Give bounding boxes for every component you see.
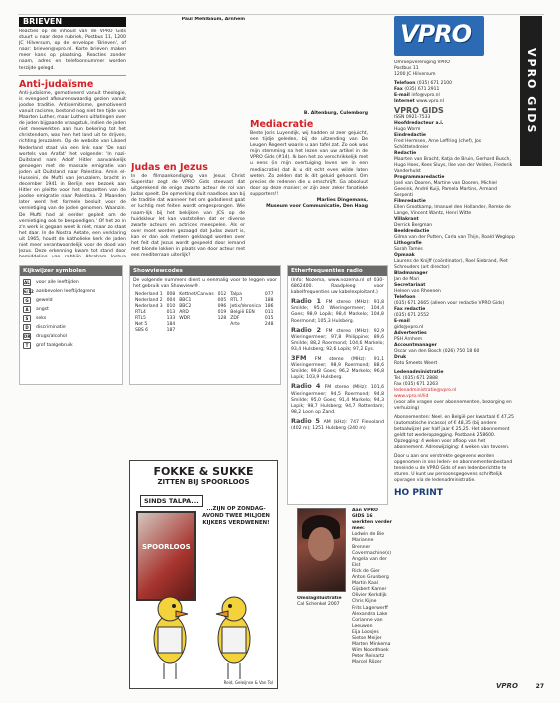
showview-cell (216, 328, 229, 334)
contact-label: Telefoon (394, 81, 418, 86)
staff-role: Telefoon (394, 295, 416, 300)
showview-intro: De volgende nummers dient u eenmalig voor te leggen voor het gebruik van Showview®. (133, 278, 277, 290)
contributors-title: Aan VPRO GIDS 16 werkten verder mee: (352, 508, 392, 532)
kijkwijzer-icon: A (23, 306, 31, 313)
staff-names: Jan de Mari (394, 277, 420, 282)
showview-cell: 096 (217, 304, 227, 310)
letter-judas-cont (250, 17, 368, 111)
ledenadmin-title: Ledenadministratie (394, 370, 444, 375)
cartoon-subtitle: ZITTEN BIJ SPOORLOOS (157, 478, 250, 486)
letter-title-antijudaisme: Anti-judaïsme (19, 78, 94, 90)
kijkwijzer-row (23, 341, 119, 350)
tv-screen-text: SPOORLOOS (142, 543, 191, 551)
showview-row (133, 328, 276, 334)
staff-names: gids@vpro.nl (394, 325, 424, 330)
showview-cell: RTL4 (135, 310, 146, 316)
showview-cell: Talpa (230, 292, 242, 298)
showview-cell: 077 (264, 292, 274, 298)
letter-body-mediacratie: Beste Joris Luyendijk, wij hadden al zeer gejuicht, een tijdje geleden, bij de uitzending van De Leugen Regeert waarin u aan tafel zat. Zo ook was mijn stemming na het lezen van uw artikel in de VPRO Gids (#14). Ik ben het zo verschrikkelijk met u eens (in mijn overtuiging leven we in een mediacratie) dat ik u dit echt even wilde laten weten. Zo zelden dat ik dit geluid gehoord. Om precies de redenen die u omschrijft. Ga absoluut door op deze manier; er zijn zeer zeker fanatieke supporters!! (250, 131, 368, 197)
contributor-name: Angela van der Elst (352, 556, 387, 568)
kijkwijzer-label: grof taalgebruik (36, 343, 73, 348)
ledenadmin-tel: Tel. (035) 671 2888 (394, 376, 438, 381)
ledenadmin-email[interactable]: ledenadministratie@vpro.nl (394, 388, 457, 393)
showview-cell: 005 (217, 298, 227, 304)
staff-role: Bladmanager (394, 271, 428, 276)
photo-caption-title: Omslagillustratie (297, 596, 342, 601)
footer-vpro-logo: VPRO (496, 682, 518, 690)
contact-value[interactable]: (035) 671 2911 (404, 87, 440, 92)
photo-caption-credit: Cal Schenkel 2007 (297, 602, 340, 608)
contributor-name: Gijsbert Kamer (352, 587, 387, 593)
cartoon-title: FOKKE & SUKKE (153, 465, 254, 478)
showview-cell: 128 (217, 316, 227, 322)
colophon-address (394, 60, 516, 78)
letter-title-judas: Judas en Jezus (131, 162, 208, 173)
ether-station (291, 298, 384, 324)
staff-names: Hugo Worm (394, 127, 421, 132)
ether-station-name: Radio 2 (291, 325, 326, 334)
showview-cell: 013 (166, 310, 176, 316)
ether-station (291, 383, 384, 415)
letter-signature-dingemans: Marlies Dingemans, (316, 198, 368, 204)
staff-names: Gilma van der Putten, Carla van Thijn, Roald Weglopp (394, 235, 515, 240)
kijkwijzer-list (20, 276, 122, 352)
ether-station-name: Radio 1 (291, 297, 326, 306)
staff-role: Eindredactie (394, 133, 426, 138)
contact-value[interactable]: www.vpro.nl (416, 99, 444, 104)
contributor-name: Olivier Kerkdijk (352, 593, 387, 599)
kijkwijzer-row (23, 278, 119, 287)
showview-cell: 248 (264, 322, 274, 328)
kijkwijzer-label: voor alle leeftijden (36, 280, 79, 285)
kijkwijzer-label: angst (36, 307, 49, 312)
address-line: 1200 JC Hilversum (394, 72, 436, 77)
ether-station-frequencies: FM stereo (MHz): 92,9 Wieringermeer; 97,8 Philippine; 89,6 Smilde; 88,2 Roermond; 104,6 Markelo; 93,4 Hulsberg; 92,6 Lopik; 97,2 Eys. (291, 328, 384, 352)
contact-label: Internet (394, 99, 417, 104)
contributor-name: Wim Noordhoek (352, 648, 389, 654)
contact-line (394, 99, 516, 105)
showview-cell: 012 (217, 292, 227, 298)
kijkwijzer-icon: G (23, 297, 31, 304)
ether-station (291, 327, 384, 353)
contributor-name: Eija Loosjes (352, 629, 379, 635)
ether-box (287, 265, 388, 505)
showview-table (133, 292, 276, 334)
ledenadmin-note: (voor alle vragen over abonnementen, bezorging en verhuizing) (394, 400, 512, 411)
kijkwijzer-icon: T (23, 342, 31, 349)
contributor-name: Marcel Rözer (352, 660, 382, 666)
kijkwijzer-label: drugs/alcohol (36, 334, 67, 339)
contributor-name: Rick de Gier (352, 568, 380, 574)
staff-names: Fred Hermsen, Arne Leffring (chef), Jos Schöttelndreier (394, 139, 482, 150)
showview-cell: België EEN (230, 310, 255, 316)
contributor-name: Anton Grunberg (352, 575, 389, 581)
staff-role: Filmredactie (394, 199, 426, 204)
letters-column-2b (131, 160, 245, 258)
showview-cell: 004 (166, 298, 176, 304)
staff-names: Heleen van Rheenen (394, 289, 441, 294)
vpro-gids-vertical-label: VPRO GIDS (520, 16, 542, 166)
contributor-name: Covermachine(s) (352, 550, 392, 556)
ether-intro: (Info: Nozema, www.nozema.nl of 030-6862400. Raadpleeg voor kabelfrequenties uw kabelexploitant.) (291, 278, 384, 296)
staff-names: PSH Arnhem (394, 337, 423, 342)
kijkwijzer-label: discriminatie (36, 325, 66, 330)
privacy-info: Door u aan ons verstrekte gegevens worden opgenomen in ons leden- en abonnementenbestand teneinde u de VPRO Gids of een ledenberichtte te sturen. U kunt uw persoonsgegevens schriftelijk opvragen via de ledenadministratie. (394, 454, 513, 483)
contributors-list (352, 508, 392, 678)
showview-cell: 133 (166, 316, 176, 322)
kijkwijzer-row (23, 296, 119, 305)
vpro-logo (394, 16, 484, 56)
contributor-name: Corianne van Leeuwen (352, 617, 383, 629)
showview-cell: 019 (217, 310, 227, 316)
staff-role: Accountmanager (394, 343, 437, 348)
kijkwijzer-label: geweld (36, 298, 53, 303)
staff-names: Maarten van Bracht, Katja de Bruin, Gerhard Busch, Hugo Hoes, Kees Sluys, Ilse van der Velden, Frederik Vanderhulst (394, 157, 513, 174)
staff-role: Lithografie (394, 241, 422, 246)
showview-cell: Arte (230, 322, 240, 328)
ether-station-name: 3FM (291, 354, 315, 363)
abonnement-info: Abonnementen: Neel. en België per kwartaal € 47,25 (automatische incasso) of € 48,35 (bij andere betaalwijze) per half jaar € 25,25. Het abonnement geldt tot wederopzegging. Postbank 258600. Opzegging: 4 weken voor afloop van het abonnement. Adreswijziging: 4 weken van tevoren. (394, 415, 514, 450)
kijkwijzer-icon: D (23, 324, 31, 331)
showview-cell: 015 (264, 316, 274, 322)
showview-cell: 184 (166, 322, 176, 328)
fokke-sukke-cartoon (129, 460, 278, 689)
ether-station-frequencies: FM stereo (MHz): 91,8 Smilde; 95,0 Wieringermeer; 104,4 Goes; 98,9 Lopik; 98,4 Markelo; 104,8 Roermond; 105,3 Hulsberg. (291, 300, 384, 324)
ether-station-frequencies: FM stereo (MHz): 91,1 Wieringermeer; 98,9 Roermond; 88,6 Smilde; 99,8 Goes; 96,2 Markelo; 96,8 Lopik; 103,9 Hulsberg. (291, 357, 384, 381)
staff-role: Fax redactie (394, 307, 426, 312)
ether-station-name: Radio 4 (291, 382, 325, 391)
contact-value[interactable]: info@vpro.nl (411, 93, 440, 98)
photo-caption (297, 596, 347, 618)
address-line: Omroepvereniging VPRO (394, 60, 450, 65)
staff-role: Advertenties (394, 331, 427, 336)
cartoon-caption-1: SINDS TALPA... (140, 495, 203, 507)
contributor-name: Sietse Meijer (352, 635, 382, 641)
staff-role: Programmaredactie (394, 175, 445, 180)
showview-cell (228, 328, 263, 334)
staff-names: Oscar van den Bosch (026) 750 18 60 (394, 349, 480, 354)
showview-cell: Jetix/Veronica (230, 304, 261, 310)
contributor-name: Chris Kijne (352, 599, 377, 605)
showview-cell: 008 (166, 292, 176, 298)
staff-names: José van Dooren, Martine van Dooren, Michiel Geesink, André Kuiji, Pamela Martins, Armand Serpenti (394, 181, 497, 198)
contributor-name: Frits Lagerwerff (352, 605, 388, 611)
contributor-name: Marten Minkema (352, 642, 391, 648)
letter-signature-altenburg: B. Altenburg, Culemborg (303, 111, 368, 116)
staff-names: Laurens de Knijff (coördinator), Roel Siebrand, Piet Schreuders (art director) (394, 259, 508, 270)
contributor-name: Lodwin de Bie (352, 532, 385, 538)
staff-names: Sarah Tames (394, 247, 423, 252)
staff-role: Villakrant (394, 217, 419, 222)
kijkwijzer-icon: AL (24, 280, 30, 285)
showview-cell: BBC1 (179, 298, 192, 304)
ether-stations (291, 298, 384, 432)
staff-role: E-mail (394, 319, 410, 324)
top-rule (18, 14, 544, 15)
showview-cell: 011 (264, 310, 274, 316)
showview-cell: Nederland 2 (135, 298, 163, 304)
showview-cell: 188 (264, 298, 274, 304)
staff-role: Secretariaat (394, 283, 426, 288)
ledenadmin-web[interactable]: www.vpro.nl/lid (394, 394, 429, 399)
letters-column-3 (250, 17, 368, 257)
letter-body-antijudaisme: Anti-judaïsme, gemotiveerd vanuit theologie, is evengoed afkeurenswaardig gezien vanuit joodse traditie. Antisemitisme, gemotiveerd vanuit racisme, bestond nog niet ten tijde van Maarten Luther, maar Luthers uitlatingen over de joden bijgaande vraagstuk, indien de joden niet meewerkten aan hun bekering tot het christendom, was hen het land uit te drijven, richting Jeruzalem. Op de website van Likoed Nederland staat via een link naar 'De nazi wortels van Arafat' het volgende: 'In nazi-Duitsland nam Adolf Hitler aanvankelijk genoegen met de massale emigratie van joden uit Duitsland naar Palestina. Amin el-Husseini, de Mufti van Jeruzalem, bracht in december 1941 in Berlijn een bezoek aan Hitler en pleitte voor het stopzetten van de joodse emigratie naar Palestina. 2 Maanden later werd het formele besluit voor de vernietiging van de joden genomen. Waanzin. De Mufti had al eerder gepleit om de vernietiging ook te bespoedigen.' Of het zo in z'n werk is gegaan weet ik niet, maar zo staat het daar. In de Nostra Aetate, een verklaring uit 1965, houdt de katholieke kerk de joden niet meer verantwoordelijk voor de dood van Jezus. Deze erkenning kwam tot stand door (19, 90, 126, 255)
vpro-logo-text: VPRO (400, 20, 472, 48)
ether-header: Etherfrequenties radio (288, 266, 387, 276)
kijkwijzer-row (23, 323, 119, 332)
showview-cell: Nederland 1 (135, 292, 163, 298)
ether-station-frequencies: AM (kHz): 747 Flevoland (402 m); 1251 Hulsberg (240 m) (291, 419, 384, 431)
kijkwijzer-header: Kijkwijzer symbolen (20, 266, 122, 276)
contributor-name: Martin Kaal (352, 581, 378, 587)
showview-cell: 010 (166, 304, 176, 310)
showview-cell: 187 (166, 328, 176, 334)
cartoon-credit: Reid, Geleijnse & Van Tol (223, 680, 273, 685)
staff-role: Druk (394, 355, 407, 360)
staff-role: Opmaak (394, 253, 415, 258)
letter-signature-mehlbaum: Paul Mehlbaum, Arnhem (181, 17, 245, 22)
brieven-header: BRIEVEN (19, 17, 126, 27)
showview-header: Showviewcodes (130, 266, 280, 276)
colophon-contacts (394, 81, 516, 105)
ether-station-frequencies: FM stereo (MHz): 101,6 Wieringermeer; 94,5 Roermond; 94,8 Smilde; 95,0 Goes; 91,4 Markelo; 94,3 Lopik; 98,7 Hulsberg; 94,7 Rotterdam; 98,2 Loon op Zand. (291, 385, 384, 415)
showview-cell: BBC2 (179, 304, 192, 310)
staff-role: Hoofdredacteur a.i. (394, 121, 444, 126)
cartoon-caption-2: ...ZIJN OP ZONDAG-AVOND TWEE MILJOEN KIJKERS VERDWENEN! (202, 506, 270, 526)
address-line: Postbus 11 (394, 66, 419, 71)
showview-box (129, 265, 281, 385)
kijkwijzer-icon: DR (24, 334, 31, 339)
ho-print-logo: HO PRINT (394, 488, 443, 498)
gids-title: VPRO GIDS (394, 106, 444, 115)
staff-names: Ellen Grootkamp, Imanuel den Hollander, Remke de Lange, Vincent Wantz, Henri Witte (394, 205, 511, 216)
kijkwijzer-box (19, 265, 123, 385)
ether-station-name: Radio 5 (291, 416, 324, 425)
kijkwijzer-icon: 6/12 (24, 289, 34, 294)
letter-body-judas: In de filmaankondiging van Jesus Christ Superstar zegt de VPRO Gids steevast dat uitgerekend de enige zwarte acteur de rol van Judas speelt. De opmerking sluit naadloos aan bij de traditie dat wanneer het om godsdienst gaat er luchtig met feiten wordt omgesprongen. Wie naam-lijk bij het bekijken van JCS op de huidskleur let kan vaststellen dat er diverse zwarte acteurs en actrices meespelen. Als er over moet worden gezaagd dat Judas zwart is, kan er dan ook meteen geklaagd worden over het feit dat Jezus wordt gespeeld door iemand met blonde lokken in plaats van door acteur met een mediterraan uiterlijk? (131, 174, 245, 258)
divider (19, 75, 126, 76)
ether-station (291, 418, 384, 432)
kijkwijzer-label: seks (36, 316, 47, 321)
ether-station (291, 355, 384, 381)
contact-label: E-mail (394, 93, 412, 98)
kijkwijzer-row (23, 305, 119, 314)
staff-list (394, 121, 516, 367)
contributor-name: Peter Reinartz (352, 654, 385, 660)
colophon-column (394, 60, 516, 680)
ledenadmin-fax: Fax (035) 671 2263 (394, 382, 439, 387)
showview-cell: ARD (179, 310, 189, 316)
showview-cell: RTL 7 (230, 298, 243, 304)
ether-content (288, 276, 387, 436)
contact-label: Fax (394, 87, 405, 92)
kijkwijzer-row (23, 314, 119, 323)
showview-cell (263, 328, 276, 334)
kijkwijzer-icon: S (23, 315, 31, 322)
letter-signature-museum: Museum voor Communicatie, Den Haag (266, 204, 368, 210)
contributor-name: Alexandra Lake (352, 611, 388, 617)
showview-cell: Nederland 3 (135, 304, 163, 310)
contact-value[interactable]: (035) 671 2100 (417, 81, 453, 86)
staff-names: Roto Smeets Weert (394, 361, 438, 366)
staff-names: (035) 671 2665 (alleen voor redactie VPRO Gids) (394, 301, 505, 306)
letter-title-mediacratie: Mediacratie (250, 119, 314, 130)
contributors-names (352, 532, 392, 666)
showview-cell: RTL5 (135, 316, 146, 322)
showview-cell: SBS 6 (135, 328, 149, 334)
letters-intro: Reacties op de inhoud van de VPRO Gids stuurt u naar deze rubriek, Postbus 11, 1200 JC Hilversum, op de envelope 'Brieven', of naar: brieven@vpro.nl. Korte brieven maken meer kans op plaatsing. Reacties zonder naam, adres en telefoonnummer worden terzijde gelegd. (19, 29, 126, 71)
letters-column-2 (131, 17, 245, 158)
showview-cell (177, 328, 215, 334)
photo-face (308, 527, 334, 561)
staff-names: (035) 671 2552 (394, 313, 430, 318)
showview-cell: Kettnet/Canvas (179, 292, 214, 298)
kijkwijzer-label: aanbevolen leeftijdsgrens (36, 289, 96, 294)
staff-role: Redactie (394, 151, 417, 156)
cartoon-birds (130, 579, 277, 689)
showview-cell: Net 5 (135, 322, 148, 328)
page-number: 27 (535, 683, 544, 690)
showview-cell: ZDF (230, 316, 240, 322)
cover-illustration-photo (297, 508, 346, 592)
staff-names: Derrick Bergman (394, 223, 433, 228)
kijkwijzer-row (23, 287, 119, 296)
issn: ISSN 0921-7533 (394, 115, 431, 120)
showview-cell: 186 (264, 304, 274, 310)
contributor-name: Marianne Brenner (352, 538, 374, 550)
kijkwijzer-row (23, 332, 119, 341)
staff-role: Beeldredactie (394, 229, 430, 234)
showview-cell: WDR (179, 316, 191, 322)
letters-column-1 (19, 29, 126, 257)
